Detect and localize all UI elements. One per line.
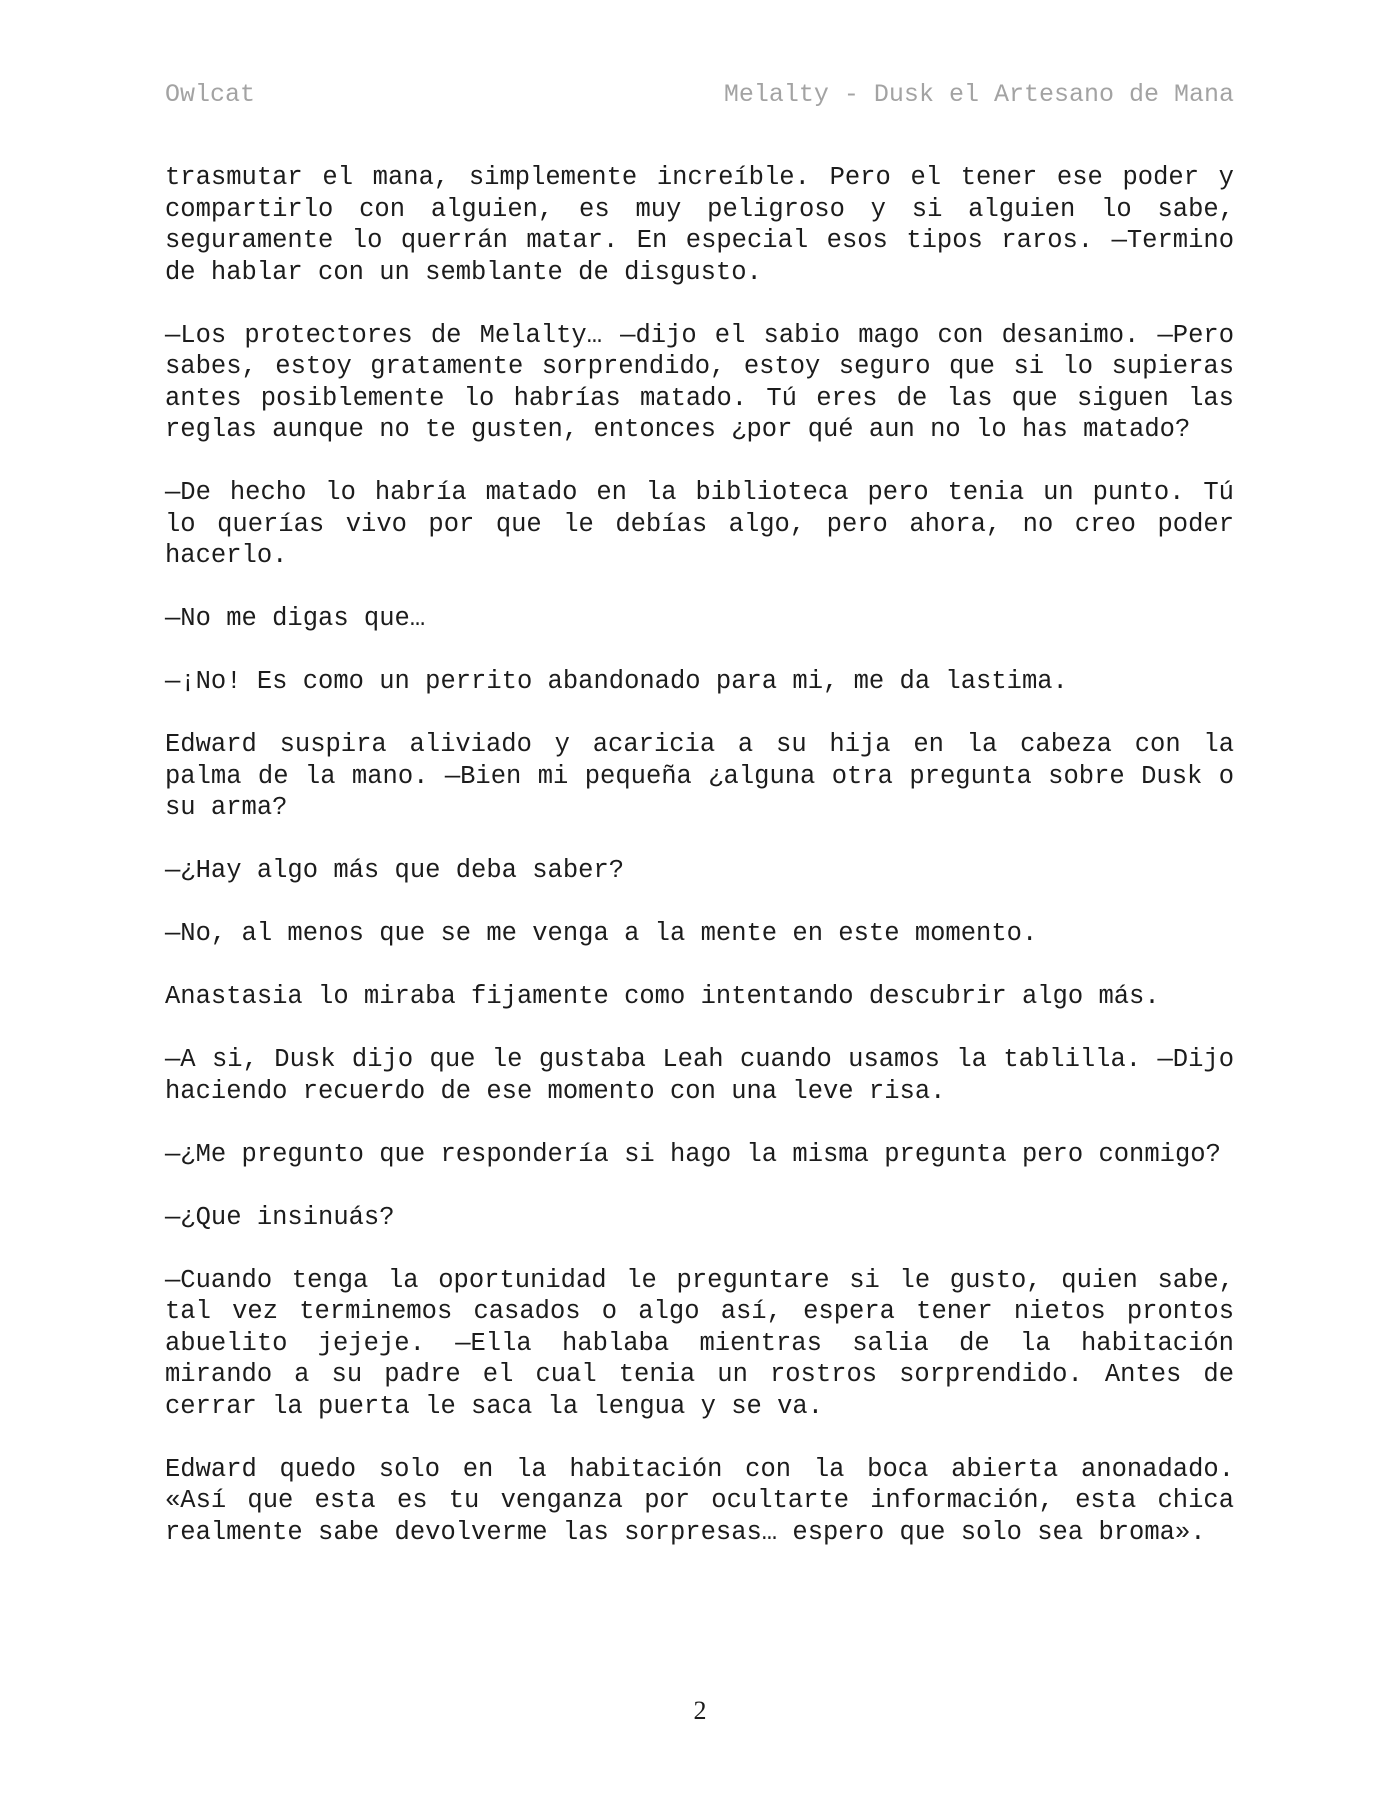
header-author: Owlcat	[165, 80, 256, 109]
paragraph: —Los protectores de Melalty… —dijo el sabio mago con desanimo. —Pero sabes, estoy gratamente sorprendido, estoy seguro que si lo supieras antes posiblemente lo habrías matado. Tú eres de las que siguen las reglas aunque no te gusten, entonces ¿por qué aun no lo has matado?	[165, 320, 1234, 444]
paragraph: —Cuando tenga la oportunidad le preguntare si le gusto, quien sabe, tal vez terminemos casados o algo así, espera tener nietos prontos abuelito jejeje. —Ella hablaba mientras salia de la habitación mirando a su padre el cual tenia un rostros sorprendido. Antes de cerrar la puerta le saca la lengua y se va.	[165, 1265, 1234, 1421]
paragraph: —¿Me pregunto que respondería si hago la misma pregunta pero conmigo?	[165, 1139, 1221, 1169]
body-text	[165, 162, 1234, 1548]
paragraph: Edward suspira aliviado y acaricia a su hija en la cabeza con la palma de la mano. —Bien mi pequeña ¿alguna otra pregunta sobre Dusk o su arma?	[165, 730, 1234, 822]
running-header	[165, 80, 1234, 114]
paragraph: —A si, Dusk dijo que le gustaba Leah cuando usamos la tablilla. —Dijo haciendo recuerdo de ese momento con una leve risa.	[165, 1045, 1234, 1106]
paragraph: —¿Hay algo más que deba saber?	[165, 856, 625, 885]
paragraph: —No me digas que…	[165, 604, 426, 633]
page-number: 2	[693, 1696, 707, 1725]
header-title: Melalty - Dusk el Artesano de Mana	[723, 80, 1234, 109]
paragraph: —No, al menos que se me venga a la mente en este momento.	[165, 919, 1038, 948]
paragraph: trasmutar el mana, simplemente increíble. Pero el tener ese poder y compartirlo con alguien, es muy peligroso y si alguien lo sabe, seguramente lo querrán matar. En especial esos tipos raros. —Termino de hablar con un semblante de disgusto.	[165, 163, 1234, 287]
paragraph: —¡No! Es como un perrito abandonado para mi, me da lastima.	[165, 667, 1068, 696]
paragraph: —De hecho lo habría matado en la biblioteca pero tenia un punto. Tú lo querías vivo por que le debías algo, pero ahora, no creo poder hacerlo.	[165, 478, 1234, 570]
paragraph: —¿Que insinuás?	[165, 1202, 395, 1232]
paragraph: Edward quedo solo en la habitación con la boca abierta anonadado. «Así que esta es tu venganza por ocultarte información, esta chica realmente sabe devolverme las sorpresas… espero que solo sea broma».	[165, 1454, 1234, 1547]
paragraph: Anastasia lo miraba fijamente como intentando descubrir algo más.	[165, 982, 1160, 1011]
